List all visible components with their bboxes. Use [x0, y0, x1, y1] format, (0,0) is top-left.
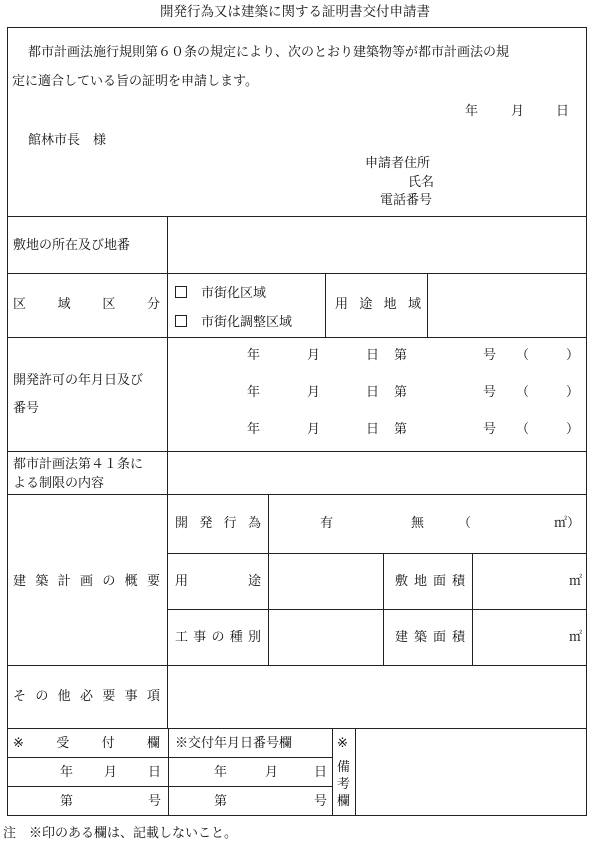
art41-label-2: よる制限の内容 — [13, 476, 105, 491]
site-location-label: 敷地の所在及び地番 — [13, 238, 131, 253]
site-area-unit: ㎡ — [569, 574, 583, 589]
intro-line-1: 都市計画法施行規則第６０条の規定により、次のとおり建築物等が都市計画法の規 — [28, 45, 510, 60]
date-day-label: 日 — [556, 104, 570, 119]
document-title: 開発行為又は建築に関する証明書交付申請書 — [160, 4, 430, 20]
option-urbanization-area[interactable]: 市街化区域 — [175, 286, 266, 300]
remarks-char: 考 — [337, 777, 351, 792]
frame-right — [586, 27, 587, 816]
dev-act-yes[interactable]: 有 — [320, 516, 334, 531]
divider — [383, 553, 384, 665]
date-year-label: 年 — [465, 104, 479, 119]
intro-line-2: 定に適合している旨の証明を申請します。 — [12, 74, 258, 89]
date-month-label: 月 — [511, 104, 525, 119]
dev-act-open-paren: （ — [458, 516, 472, 531]
site-location-field[interactable] — [168, 217, 586, 273]
building-area-unit: ㎡ — [569, 630, 583, 645]
art41-label-1: 都市計画法第４１条に — [13, 457, 144, 472]
receipt-column-header: ※ 受 付 欄 — [13, 736, 160, 751]
issue-column-header: ※交付年月日番号欄 — [175, 736, 293, 751]
divider — [167, 609, 587, 610]
applicant-phone-label: 電話番号 — [380, 193, 433, 208]
other-matters-label: そ の 他 必 要 事 項 — [13, 689, 160, 704]
building-plan-label: 建 築 計 画 の 概 要 — [13, 574, 160, 589]
divider — [427, 273, 428, 337]
applicant-name-label: 氏名 — [408, 175, 435, 190]
frame-bottom — [7, 815, 587, 816]
checkbox-icon[interactable] — [175, 286, 187, 298]
dev-act-no[interactable]: 無 — [411, 516, 425, 531]
divider — [268, 494, 269, 665]
remarks-char: 欄 — [337, 794, 351, 809]
divider — [7, 451, 587, 452]
dev-act-sqm-close: ㎡） — [554, 516, 581, 531]
divider — [167, 553, 587, 554]
dev-permit-label-2: 番号 — [13, 401, 40, 416]
use-label: 用 途 — [175, 574, 261, 589]
divider — [7, 757, 332, 758]
divider — [325, 273, 326, 337]
divider — [168, 728, 169, 816]
remarks-mark: ※ — [337, 736, 348, 751]
divider — [7, 786, 332, 787]
divider — [472, 553, 473, 665]
divider — [7, 665, 587, 666]
work-type-label: 工 事 の 種 別 — [175, 630, 261, 645]
frame-left — [7, 27, 8, 816]
checkbox-icon[interactable] — [175, 315, 187, 327]
applicant-address-label: 申請者住所 — [365, 156, 431, 171]
divider — [7, 728, 587, 729]
option-urbanization-control-area[interactable]: 市街化調整区域 — [175, 315, 292, 329]
area-class-label: 区 域 区 分 — [13, 297, 160, 312]
divider — [332, 728, 333, 816]
label-column-divider — [167, 216, 168, 728]
remarks-char: 備 — [337, 760, 351, 775]
use-zone-label: 用 途 地 域 — [335, 297, 421, 312]
divider — [7, 273, 587, 274]
dev-act-label: 開 発 行 為 — [175, 516, 261, 531]
addressee: 館林市長 様 — [28, 133, 107, 148]
divider — [7, 494, 587, 495]
divider — [355, 728, 356, 816]
dev-permit-label-1: 開発許可の年月日及び — [13, 373, 144, 388]
frame-top — [7, 27, 587, 28]
footnote: 注 ※印のある欄は、記載しないこと。 — [3, 826, 238, 841]
divider — [7, 337, 587, 338]
building-area-label: 建 築 面 積 — [395, 630, 465, 645]
site-area-label: 敷 地 面 積 — [395, 574, 465, 589]
